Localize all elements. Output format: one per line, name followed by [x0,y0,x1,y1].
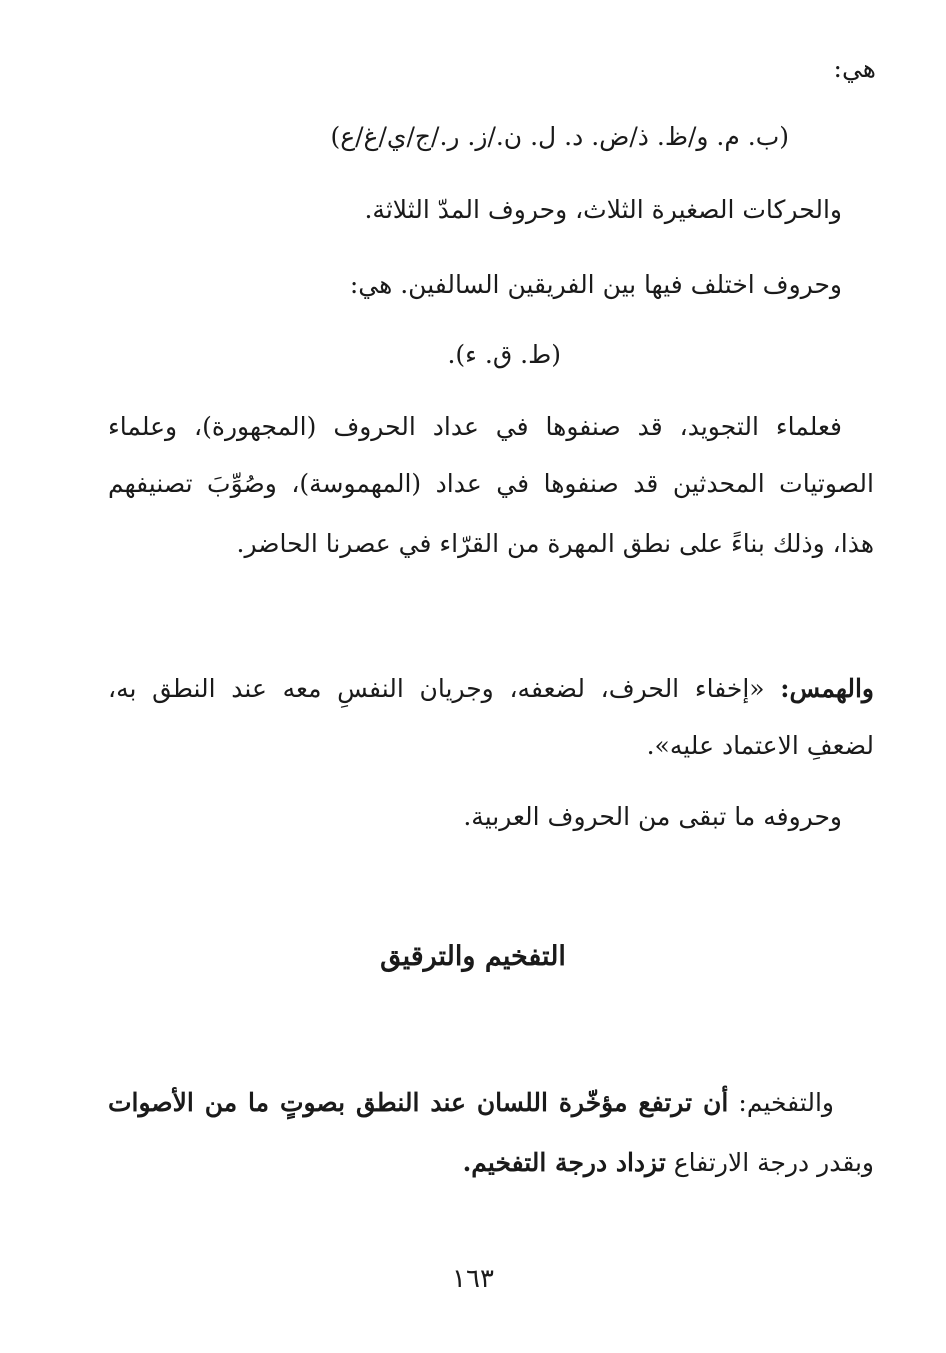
tafkhim-definition-line-1 [108,1086,834,1120]
hams-letters-line: وحروفه ما تبقى من الحروف العربية. [463,802,842,831]
letters-list-disputed: (ط. ق. ء). [447,340,561,369]
paragraph-1-line-3: هذا، وذلك بناءً على نطق المهرة من القرّاء في عصرنا الحاضر. [236,529,874,558]
hams-term: والهمس: [780,674,874,703]
tafkhim-definition-text: أن ترتفع مؤخّرة اللسان عند النطق بصوتٍ ما من الأصوات [108,1088,729,1117]
tafkhim-definition-line-2 [463,1146,874,1180]
hams-definition-text: «إخفاء الحرف، لضعفه، وجريان النفسِ معه عند النطق به، [108,674,765,703]
letters-list-voiced: (ب. م. و/ظ. ذ/ض. د. ل. ن./ز. ر./ج/ي/غ/ع) [330,122,789,151]
page-number: ١٦٣ [452,1264,494,1294]
harakat-line: والحركات الصغيرة الثلاث، وحروف المدّ الثلاثة. [364,195,842,224]
tafkhim-line2-bold: تزداد درجة التفخيم. [462,1148,666,1177]
hams-definition-line-1 [108,672,874,706]
disputed-letters-line: وحروف اختلف فيها بين الفريقين السالفين. هي: [349,270,842,299]
paragraph-1-line-2: الصوتيات المحدثين قد صنفوها في عداد (المهموسة)، وصُوِّبَ تصنيفهم [108,469,874,498]
hams-definition-line-2: لضعفِ الاعتماد عليه». [646,731,874,760]
tafkhim-term: والتفخيم: [738,1088,834,1117]
intro-text: هي: [833,54,876,83]
section-heading: التفخيم والترقيق [380,941,566,972]
tafkhim-line2-plain: وبقدر درجة الارتفاع [673,1148,874,1177]
paragraph-1-line-1: فعلماء التجويد، قد صنفوها في عداد الحروف (المجهورة)، وعلماء [108,412,842,441]
